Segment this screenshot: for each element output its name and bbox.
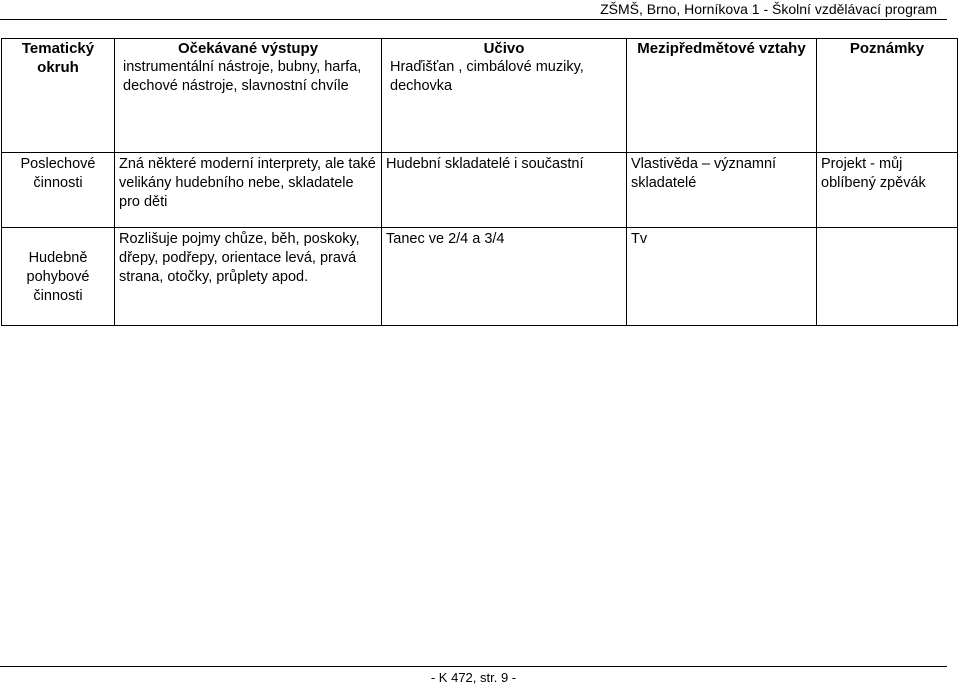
column-header-content: Učivo <box>483 40 525 57</box>
outcomes-cell <box>115 228 382 326</box>
column-header-relations-label: Mezipředmětové vztahy <box>637 40 806 57</box>
relations-cell <box>627 228 817 326</box>
topic-cell <box>2 153 115 228</box>
column-header-topic-label: Tematický okruh <box>21 40 95 76</box>
notes-text <box>821 228 953 230</box>
outcomes-cell <box>115 153 382 228</box>
notes-cell <box>817 153 958 228</box>
footer-page-number: - K 472, str. 9 - <box>430 670 517 685</box>
relations-text: Vlastivěda – významní skladatelé <box>631 156 777 191</box>
column-header-outcomes: Očekávané výstupy <box>177 40 319 57</box>
table-header-row <box>2 39 958 153</box>
page-footer <box>0 666 947 685</box>
content-cell <box>382 228 627 326</box>
topic-label: Poslechové činnosti <box>20 156 96 191</box>
curriculum-table <box>1 38 958 326</box>
relations-text: Tv <box>631 231 648 247</box>
outcomes-text: Rozlišuje pojmy chůze, běh, poskoky, dřepy, podřepy, orientace levá, pravá strana, otočky, průplety apod. <box>119 231 360 285</box>
column-header-topic <box>2 39 115 153</box>
continuation-outcomes-cell <box>115 39 382 153</box>
column-header-notes-label: Poznámky <box>849 40 925 57</box>
continuation-content: Hraďišťan , cimbálové muziky, dechovka <box>390 59 584 94</box>
column-header-notes <box>817 39 958 153</box>
topic-cell <box>2 228 115 326</box>
relations-cell <box>627 153 817 228</box>
continuation-outcomes: instrumentální nástroje, bubny, harfa, dechové nástroje, slavnostní chvíle <box>123 59 362 94</box>
table-row <box>2 153 958 228</box>
content-text: Hudební skladatelé i součastní <box>386 156 584 172</box>
page-header <box>0 0 947 20</box>
continuation-content-cell <box>382 39 627 153</box>
notes-text: Projekt - můj oblíbený zpěvák <box>821 156 926 191</box>
topic-label: Hudebně pohybové činnosti <box>26 250 90 304</box>
table-row <box>2 228 958 326</box>
column-header-relations <box>627 39 817 153</box>
header-title: ZŠMŠ, Brno, Horníkova 1 - Školní vzdělávací program <box>600 1 937 17</box>
outcomes-text: Zná některé moderní interprety, ale také velikány hudebního nebe, skladatele pro děti <box>119 156 376 210</box>
notes-cell <box>817 228 958 326</box>
content-cell <box>382 153 627 228</box>
content-text: Tanec ve 2/4 a 3/4 <box>386 231 505 247</box>
